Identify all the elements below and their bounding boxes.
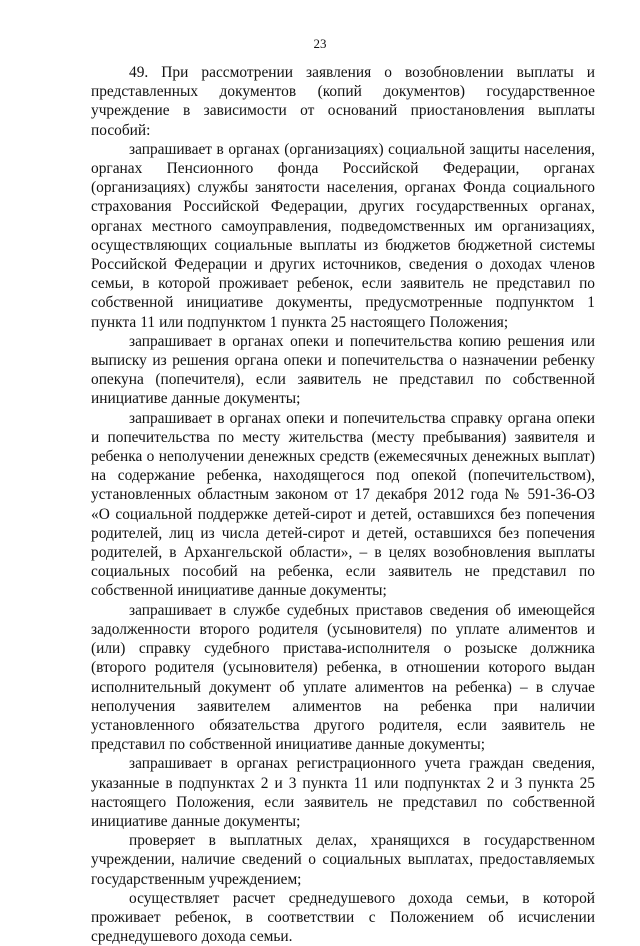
paragraph-income-request: запрашивает в органах (организациях) социальной защиты населения, органах Пенсионного фонда Российской Федерации, органах (организациях) службы занятости населения, органах Фонда социального страхования Российской Федерации, других государственных органах, органах местного самоуправления, подведомственных им организациях, осуществляющих социальные выплаты из бюджетов бюджетной системы Российской Федерации и других источников, сведения о доходах членов семьи, в которой проживает ребенок, если заявитель не представил по собственной инициативе документы, предусмотренные подпунктом 1 пункта 11 или подпунктом 1 пункта 25 настоящего Положения; bbox=[91, 140, 595, 331]
paragraph-payment-files-check: проверяет в выплатных делах, хранящихся в государственном учреждении, наличие сведений о социальных выплатах, предоставляемых государственным учреждением; bbox=[91, 832, 595, 888]
paragraph-bailiff-request: запрашивает в службе судебных приставов сведения об имеющейся задолженности второго родителя (усыновителя) по уплате алиментов и (или) справку судебного пристава-исполнителя о розыске должника (второго родителя (усыновителя) ребенка, в отношении которого выдан исполнительный документ об уплате алиментов на ребенка) – в случае неполучения заявителем алиментов на ребенка при наличии установленного обязательства другого родителя, если заявитель не представил по собственной инициативе данные документы; bbox=[91, 601, 595, 754]
page-number: 23 bbox=[313, 36, 327, 51]
paragraph-registration-request: запрашивает в органах регистрационного учета граждан сведения, указанные в подпунктах 2 и 3 пункта 11 или подпунктах 2 и 3 пункта 25 настоящего Положения, если заявитель не представил по собственной инициативе данные документы; bbox=[91, 755, 595, 830]
paragraph-guardianship-decision-request: запрашивает в органах опеки и попечительства копию решения или выписку из решения органа опеки и попечительства о назначении ребенку опекуна (попечителя), если заявитель не представил по собственной инициативе данные документы; bbox=[91, 332, 595, 408]
document-body bbox=[91, 63, 595, 946]
paragraph-guardianship-certificate-request: запрашивает в органах опеки и попечительства справку органа опеки и попечительства по месту жительства (месту пребывания) заявителя и ребенка о неполучении денежных средств (ежемесячных денежных выплат) на содержание ребенка, находящегося под опекой (попечительством), установленных областным законом от 17 декабря 2012 года № 591-36-ОЗ «О социальной поддержке детей-сирот и детей, оставшихся без попечения родителей, лиц из числа детей-сирот и детей, оставшихся без попечения родителей, в Архангельской области», – в целях возобновления выплаты социальных пособий на ребенка, если заявитель не представил по собственной инициативе данные документы; bbox=[91, 409, 595, 600]
paragraph-average-income-calculation: осуществляет расчет среднедушевого дохода семьи, в которой проживает ребенок, в соответствии с Положением об исчислении среднедушевого дохода семьи. bbox=[91, 889, 595, 946]
paragraph-49-intro: 49. При рассмотрении заявления о возобновлении выплаты и представленных документов (копий документов) государственное учреждение в зависимости от оснований приостановления выплаты пособий: bbox=[91, 64, 595, 139]
